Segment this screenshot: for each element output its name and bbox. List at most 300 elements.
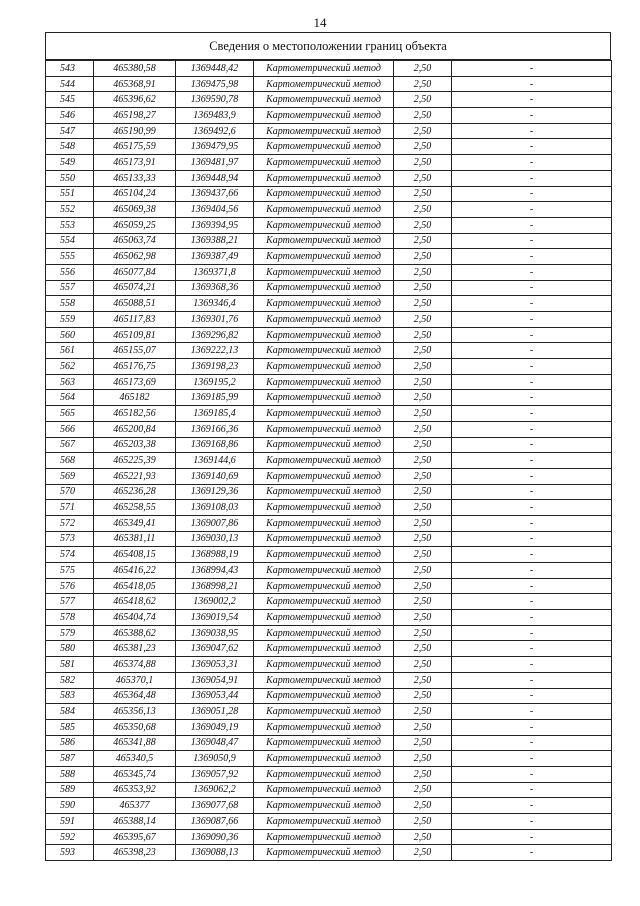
x-coordinate-cell: 465104,24: [94, 186, 176, 202]
description-cell: -: [452, 751, 612, 767]
accuracy-cell: 2,50: [394, 139, 452, 155]
x-coordinate-cell: 465198,27: [94, 108, 176, 124]
method-cell: Картометрический метод: [254, 280, 394, 296]
x-coordinate-cell: 465155,07: [94, 343, 176, 359]
y-coordinate-cell: 1369166,36: [176, 421, 254, 437]
accuracy-cell: 2,50: [394, 406, 452, 422]
description-cell: -: [452, 437, 612, 453]
point-number-cell: 581: [46, 657, 94, 673]
accuracy-cell: 2,50: [394, 264, 452, 280]
accuracy-cell: 2,50: [394, 531, 452, 547]
description-cell: -: [452, 170, 612, 186]
point-number-cell: 548: [46, 139, 94, 155]
method-cell: Картометрический метод: [254, 390, 394, 406]
point-number-cell: 572: [46, 515, 94, 531]
y-coordinate-cell: 1368998,21: [176, 578, 254, 594]
table-row: [46, 264, 612, 280]
y-coordinate-cell: 1369053,31: [176, 657, 254, 673]
description-cell: -: [452, 296, 612, 312]
accuracy-cell: 2,50: [394, 468, 452, 484]
y-coordinate-cell: 1369437,66: [176, 186, 254, 202]
table-row: [46, 343, 612, 359]
table-row: [46, 798, 612, 814]
y-coordinate-cell: 1369296,82: [176, 327, 254, 343]
table-row: [46, 594, 612, 610]
point-number-cell: 556: [46, 264, 94, 280]
description-cell: -: [452, 515, 612, 531]
x-coordinate-cell: 465117,83: [94, 312, 176, 328]
y-coordinate-cell: 1369195,2: [176, 374, 254, 390]
method-cell: Картометрический метод: [254, 484, 394, 500]
method-cell: Картометрический метод: [254, 61, 394, 77]
x-coordinate-cell: 465088,51: [94, 296, 176, 312]
y-coordinate-cell: 1369301,76: [176, 312, 254, 328]
description-cell: -: [452, 108, 612, 124]
method-cell: Картометрический метод: [254, 264, 394, 280]
x-coordinate-cell: 465396,62: [94, 92, 176, 108]
table-row: [46, 563, 612, 579]
accuracy-cell: 2,50: [394, 484, 452, 500]
point-number-cell: 549: [46, 155, 94, 171]
method-cell: Картометрический метод: [254, 186, 394, 202]
method-cell: Картометрический метод: [254, 766, 394, 782]
description-cell: -: [452, 672, 612, 688]
y-coordinate-cell: 1369388,21: [176, 233, 254, 249]
description-cell: -: [452, 704, 612, 720]
x-coordinate-cell: 465258,55: [94, 500, 176, 516]
method-cell: Картометрический метод: [254, 233, 394, 249]
y-coordinate-cell: 1369168,86: [176, 437, 254, 453]
description-cell: -: [452, 453, 612, 469]
table-row: [46, 704, 612, 720]
accuracy-cell: 2,50: [394, 453, 452, 469]
y-coordinate-cell: 1369007,86: [176, 515, 254, 531]
description-cell: -: [452, 421, 612, 437]
description-cell: -: [452, 359, 612, 375]
table-row: [46, 578, 612, 594]
table-row: [46, 202, 612, 218]
table-row: [46, 782, 612, 798]
accuracy-cell: 2,50: [394, 578, 452, 594]
point-number-cell: 557: [46, 280, 94, 296]
table-row: [46, 76, 612, 92]
point-number-cell: 568: [46, 453, 94, 469]
accuracy-cell: 2,50: [394, 374, 452, 390]
table-row: [46, 531, 612, 547]
description-cell: -: [452, 92, 612, 108]
point-number-cell: 551: [46, 186, 94, 202]
point-number-cell: 574: [46, 547, 94, 563]
x-coordinate-cell: 465404,74: [94, 610, 176, 626]
description-cell: -: [452, 312, 612, 328]
table-row: [46, 186, 612, 202]
y-coordinate-cell: 1369129,36: [176, 484, 254, 500]
method-cell: Картометрический метод: [254, 798, 394, 814]
accuracy-cell: 2,50: [394, 547, 452, 563]
description-cell: -: [452, 280, 612, 296]
point-number-cell: 565: [46, 406, 94, 422]
description-cell: -: [452, 374, 612, 390]
y-coordinate-cell: 1369019,54: [176, 610, 254, 626]
x-coordinate-cell: 465063,74: [94, 233, 176, 249]
x-coordinate-cell: 465345,74: [94, 766, 176, 782]
method-cell: Картометрический метод: [254, 374, 394, 390]
y-coordinate-cell: 1369185,4: [176, 406, 254, 422]
method-cell: Картометрический метод: [254, 704, 394, 720]
table-row: [46, 688, 612, 704]
point-number-cell: 543: [46, 61, 94, 77]
point-number-cell: 587: [46, 751, 94, 767]
point-number-cell: 575: [46, 563, 94, 579]
method-cell: Картометрический метод: [254, 610, 394, 626]
x-coordinate-cell: 465109,81: [94, 327, 176, 343]
y-coordinate-cell: 1369590,78: [176, 92, 254, 108]
method-cell: Картометрический метод: [254, 217, 394, 233]
y-coordinate-cell: 1369185,99: [176, 390, 254, 406]
accuracy-cell: 2,50: [394, 233, 452, 249]
point-number-cell: 592: [46, 829, 94, 845]
x-coordinate-cell: 465133,33: [94, 170, 176, 186]
point-number-cell: 561: [46, 343, 94, 359]
point-number-cell: 579: [46, 625, 94, 641]
x-coordinate-cell: 465074,21: [94, 280, 176, 296]
boundary-table-sheet: [45, 32, 611, 861]
x-coordinate-cell: 465381,23: [94, 641, 176, 657]
table-row: [46, 672, 612, 688]
table-row: [46, 327, 612, 343]
x-coordinate-cell: 465340,5: [94, 751, 176, 767]
table-row: [46, 641, 612, 657]
table-row: [46, 421, 612, 437]
accuracy-cell: 2,50: [394, 688, 452, 704]
y-coordinate-cell: 1369481,97: [176, 155, 254, 171]
point-number-cell: 586: [46, 735, 94, 751]
point-number-cell: 562: [46, 359, 94, 375]
description-cell: -: [452, 155, 612, 171]
table-row: [46, 437, 612, 453]
method-cell: Картометрический метод: [254, 249, 394, 265]
table-row: [46, 735, 612, 751]
accuracy-cell: 2,50: [394, 202, 452, 218]
table-row: [46, 92, 612, 108]
point-number-cell: 590: [46, 798, 94, 814]
method-cell: Картометрический метод: [254, 594, 394, 610]
x-coordinate-cell: 465418,05: [94, 578, 176, 594]
point-number-cell: 582: [46, 672, 94, 688]
accuracy-cell: 2,50: [394, 343, 452, 359]
point-number-cell: 580: [46, 641, 94, 657]
x-coordinate-cell: 465176,75: [94, 359, 176, 375]
table-row: [46, 280, 612, 296]
description-cell: -: [452, 468, 612, 484]
description-cell: -: [452, 123, 612, 139]
method-cell: Картометрический метод: [254, 76, 394, 92]
y-coordinate-cell: 1369088,13: [176, 845, 254, 861]
method-cell: Картометрический метод: [254, 359, 394, 375]
y-coordinate-cell: 1369346,4: [176, 296, 254, 312]
x-coordinate-cell: 465182: [94, 390, 176, 406]
x-coordinate-cell: 465395,67: [94, 829, 176, 845]
accuracy-cell: 2,50: [394, 657, 452, 673]
accuracy-cell: 2,50: [394, 76, 452, 92]
method-cell: Картометрический метод: [254, 515, 394, 531]
point-number-cell: 555: [46, 249, 94, 265]
description-cell: -: [452, 845, 612, 861]
description-cell: -: [452, 61, 612, 77]
method-cell: Картометрический метод: [254, 563, 394, 579]
description-cell: -: [452, 500, 612, 516]
x-coordinate-cell: 465225,39: [94, 453, 176, 469]
method-cell: Картометрический метод: [254, 735, 394, 751]
point-number-cell: 550: [46, 170, 94, 186]
x-coordinate-cell: 465388,62: [94, 625, 176, 641]
description-cell: -: [452, 594, 612, 610]
point-number-cell: 560: [46, 327, 94, 343]
table-row: [46, 657, 612, 673]
point-number-cell: 546: [46, 108, 94, 124]
y-coordinate-cell: 1369030,13: [176, 531, 254, 547]
x-coordinate-cell: 465182,56: [94, 406, 176, 422]
point-number-cell: 573: [46, 531, 94, 547]
accuracy-cell: 2,50: [394, 798, 452, 814]
accuracy-cell: 2,50: [394, 625, 452, 641]
method-cell: Картометрический метод: [254, 437, 394, 453]
boundary-coordinates-table: [45, 60, 612, 861]
accuracy-cell: 2,50: [394, 610, 452, 626]
description-cell: -: [452, 829, 612, 845]
description-cell: -: [452, 484, 612, 500]
description-cell: -: [452, 563, 612, 579]
description-cell: -: [452, 233, 612, 249]
y-coordinate-cell: 1369479,95: [176, 139, 254, 155]
table-row: [46, 468, 612, 484]
table-row: [46, 233, 612, 249]
x-coordinate-cell: 465416,22: [94, 563, 176, 579]
y-coordinate-cell: 1369053,44: [176, 688, 254, 704]
y-coordinate-cell: 1369492,6: [176, 123, 254, 139]
method-cell: Картометрический метод: [254, 139, 394, 155]
table-row: [46, 814, 612, 830]
accuracy-cell: 2,50: [394, 312, 452, 328]
accuracy-cell: 2,50: [394, 766, 452, 782]
description-cell: -: [452, 186, 612, 202]
method-cell: Картометрический метод: [254, 421, 394, 437]
method-cell: Картометрический метод: [254, 453, 394, 469]
y-coordinate-cell: 1368988,19: [176, 547, 254, 563]
x-coordinate-cell: 465341,88: [94, 735, 176, 751]
x-coordinate-cell: 465374,88: [94, 657, 176, 673]
x-coordinate-cell: 465173,91: [94, 155, 176, 171]
description-cell: -: [452, 343, 612, 359]
accuracy-cell: 2,50: [394, 186, 452, 202]
point-number-cell: 552: [46, 202, 94, 218]
table-row: [46, 108, 612, 124]
description-cell: -: [452, 719, 612, 735]
y-coordinate-cell: 1369051,28: [176, 704, 254, 720]
point-number-cell: 591: [46, 814, 94, 830]
table-row: [46, 406, 612, 422]
y-coordinate-cell: 1368994,43: [176, 563, 254, 579]
method-cell: Картометрический метод: [254, 202, 394, 218]
point-number-cell: 567: [46, 437, 94, 453]
method-cell: Картометрический метод: [254, 406, 394, 422]
method-cell: Картометрический метод: [254, 312, 394, 328]
description-cell: -: [452, 578, 612, 594]
x-coordinate-cell: 465364,48: [94, 688, 176, 704]
table-row: [46, 374, 612, 390]
method-cell: Картометрический метод: [254, 672, 394, 688]
accuracy-cell: 2,50: [394, 704, 452, 720]
y-coordinate-cell: 1369448,42: [176, 61, 254, 77]
method-cell: Картометрический метод: [254, 155, 394, 171]
description-cell: -: [452, 406, 612, 422]
x-coordinate-cell: 465388,14: [94, 814, 176, 830]
accuracy-cell: 2,50: [394, 390, 452, 406]
y-coordinate-cell: 1369387,49: [176, 249, 254, 265]
method-cell: Картометрический метод: [254, 845, 394, 861]
method-cell: Картометрический метод: [254, 641, 394, 657]
x-coordinate-cell: 465190,99: [94, 123, 176, 139]
accuracy-cell: 2,50: [394, 108, 452, 124]
table-row: [46, 845, 612, 861]
description-cell: -: [452, 390, 612, 406]
point-number-cell: 563: [46, 374, 94, 390]
point-number-cell: 569: [46, 468, 94, 484]
point-number-cell: 585: [46, 719, 94, 735]
method-cell: Картометрический метод: [254, 578, 394, 594]
x-coordinate-cell: 465059,25: [94, 217, 176, 233]
x-coordinate-cell: 465349,41: [94, 515, 176, 531]
table-row: [46, 296, 612, 312]
page-number: 14: [313, 15, 327, 30]
table-row: [46, 170, 612, 186]
description-cell: -: [452, 688, 612, 704]
description-cell: -: [452, 657, 612, 673]
method-cell: Картометрический метод: [254, 500, 394, 516]
y-coordinate-cell: 1369054,91: [176, 672, 254, 688]
table-row: [46, 719, 612, 735]
y-coordinate-cell: 1369002,2: [176, 594, 254, 610]
description-cell: -: [452, 139, 612, 155]
point-number-cell: 564: [46, 390, 94, 406]
description-cell: -: [452, 766, 612, 782]
table-row: [46, 123, 612, 139]
x-coordinate-cell: 465077,84: [94, 264, 176, 280]
table-row: [46, 515, 612, 531]
point-number-cell: 553: [46, 217, 94, 233]
accuracy-cell: 2,50: [394, 280, 452, 296]
point-number-cell: 576: [46, 578, 94, 594]
method-cell: Картометрический метод: [254, 782, 394, 798]
method-cell: Картометрический метод: [254, 719, 394, 735]
accuracy-cell: 2,50: [394, 515, 452, 531]
table-row: [46, 217, 612, 233]
point-number-cell: 544: [46, 76, 94, 92]
table-row: [46, 390, 612, 406]
table-row: [46, 359, 612, 375]
point-number-cell: 578: [46, 610, 94, 626]
accuracy-cell: 2,50: [394, 359, 452, 375]
accuracy-cell: 2,50: [394, 249, 452, 265]
x-coordinate-cell: 465175,59: [94, 139, 176, 155]
y-coordinate-cell: 1369222,13: [176, 343, 254, 359]
accuracy-cell: 2,50: [394, 123, 452, 139]
point-number-cell: 588: [46, 766, 94, 782]
x-coordinate-cell: 465221,93: [94, 468, 176, 484]
description-cell: -: [452, 814, 612, 830]
accuracy-cell: 2,50: [394, 829, 452, 845]
point-number-cell: 584: [46, 704, 94, 720]
y-coordinate-cell: 1369090,36: [176, 829, 254, 845]
table-row: [46, 766, 612, 782]
point-number-cell: 570: [46, 484, 94, 500]
point-number-cell: 589: [46, 782, 94, 798]
x-coordinate-cell: 465069,38: [94, 202, 176, 218]
description-cell: -: [452, 217, 612, 233]
description-cell: -: [452, 782, 612, 798]
table-row: [46, 610, 612, 626]
point-number-cell: 583: [46, 688, 94, 704]
x-coordinate-cell: 465203,38: [94, 437, 176, 453]
description-cell: -: [452, 625, 612, 641]
point-number-cell: 571: [46, 500, 94, 516]
x-coordinate-cell: 465350,68: [94, 719, 176, 735]
description-cell: -: [452, 641, 612, 657]
description-cell: -: [452, 76, 612, 92]
x-coordinate-cell: 465062,98: [94, 249, 176, 265]
x-coordinate-cell: 465408,15: [94, 547, 176, 563]
method-cell: Картометрический метод: [254, 123, 394, 139]
point-number-cell: 558: [46, 296, 94, 312]
table-row: [46, 625, 612, 641]
point-number-cell: 566: [46, 421, 94, 437]
table-row: [46, 453, 612, 469]
table-row: [46, 139, 612, 155]
method-cell: Картометрический метод: [254, 814, 394, 830]
method-cell: Картометрический метод: [254, 657, 394, 673]
table-row: [46, 61, 612, 77]
x-coordinate-cell: 465200,84: [94, 421, 176, 437]
table-row: [46, 547, 612, 563]
y-coordinate-cell: 1369087,66: [176, 814, 254, 830]
method-cell: Картометрический метод: [254, 468, 394, 484]
accuracy-cell: 2,50: [394, 751, 452, 767]
y-coordinate-cell: 1369483,9: [176, 108, 254, 124]
y-coordinate-cell: 1369140,69: [176, 468, 254, 484]
accuracy-cell: 2,50: [394, 437, 452, 453]
x-coordinate-cell: 465380,58: [94, 61, 176, 77]
point-number-cell: 593: [46, 845, 94, 861]
method-cell: Картометрический метод: [254, 547, 394, 563]
table-row: [46, 249, 612, 265]
accuracy-cell: 2,50: [394, 155, 452, 171]
description-cell: -: [452, 798, 612, 814]
accuracy-cell: 2,50: [394, 217, 452, 233]
y-coordinate-cell: 1369404,56: [176, 202, 254, 218]
accuracy-cell: 2,50: [394, 61, 452, 77]
x-coordinate-cell: 465398,23: [94, 845, 176, 861]
accuracy-cell: 2,50: [394, 782, 452, 798]
accuracy-cell: 2,50: [394, 500, 452, 516]
description-cell: -: [452, 735, 612, 751]
x-coordinate-cell: 465368,91: [94, 76, 176, 92]
x-coordinate-cell: 465236,28: [94, 484, 176, 500]
method-cell: Картометрический метод: [254, 343, 394, 359]
table-row: [46, 484, 612, 500]
accuracy-cell: 2,50: [394, 594, 452, 610]
accuracy-cell: 2,50: [394, 92, 452, 108]
y-coordinate-cell: 1369077,68: [176, 798, 254, 814]
